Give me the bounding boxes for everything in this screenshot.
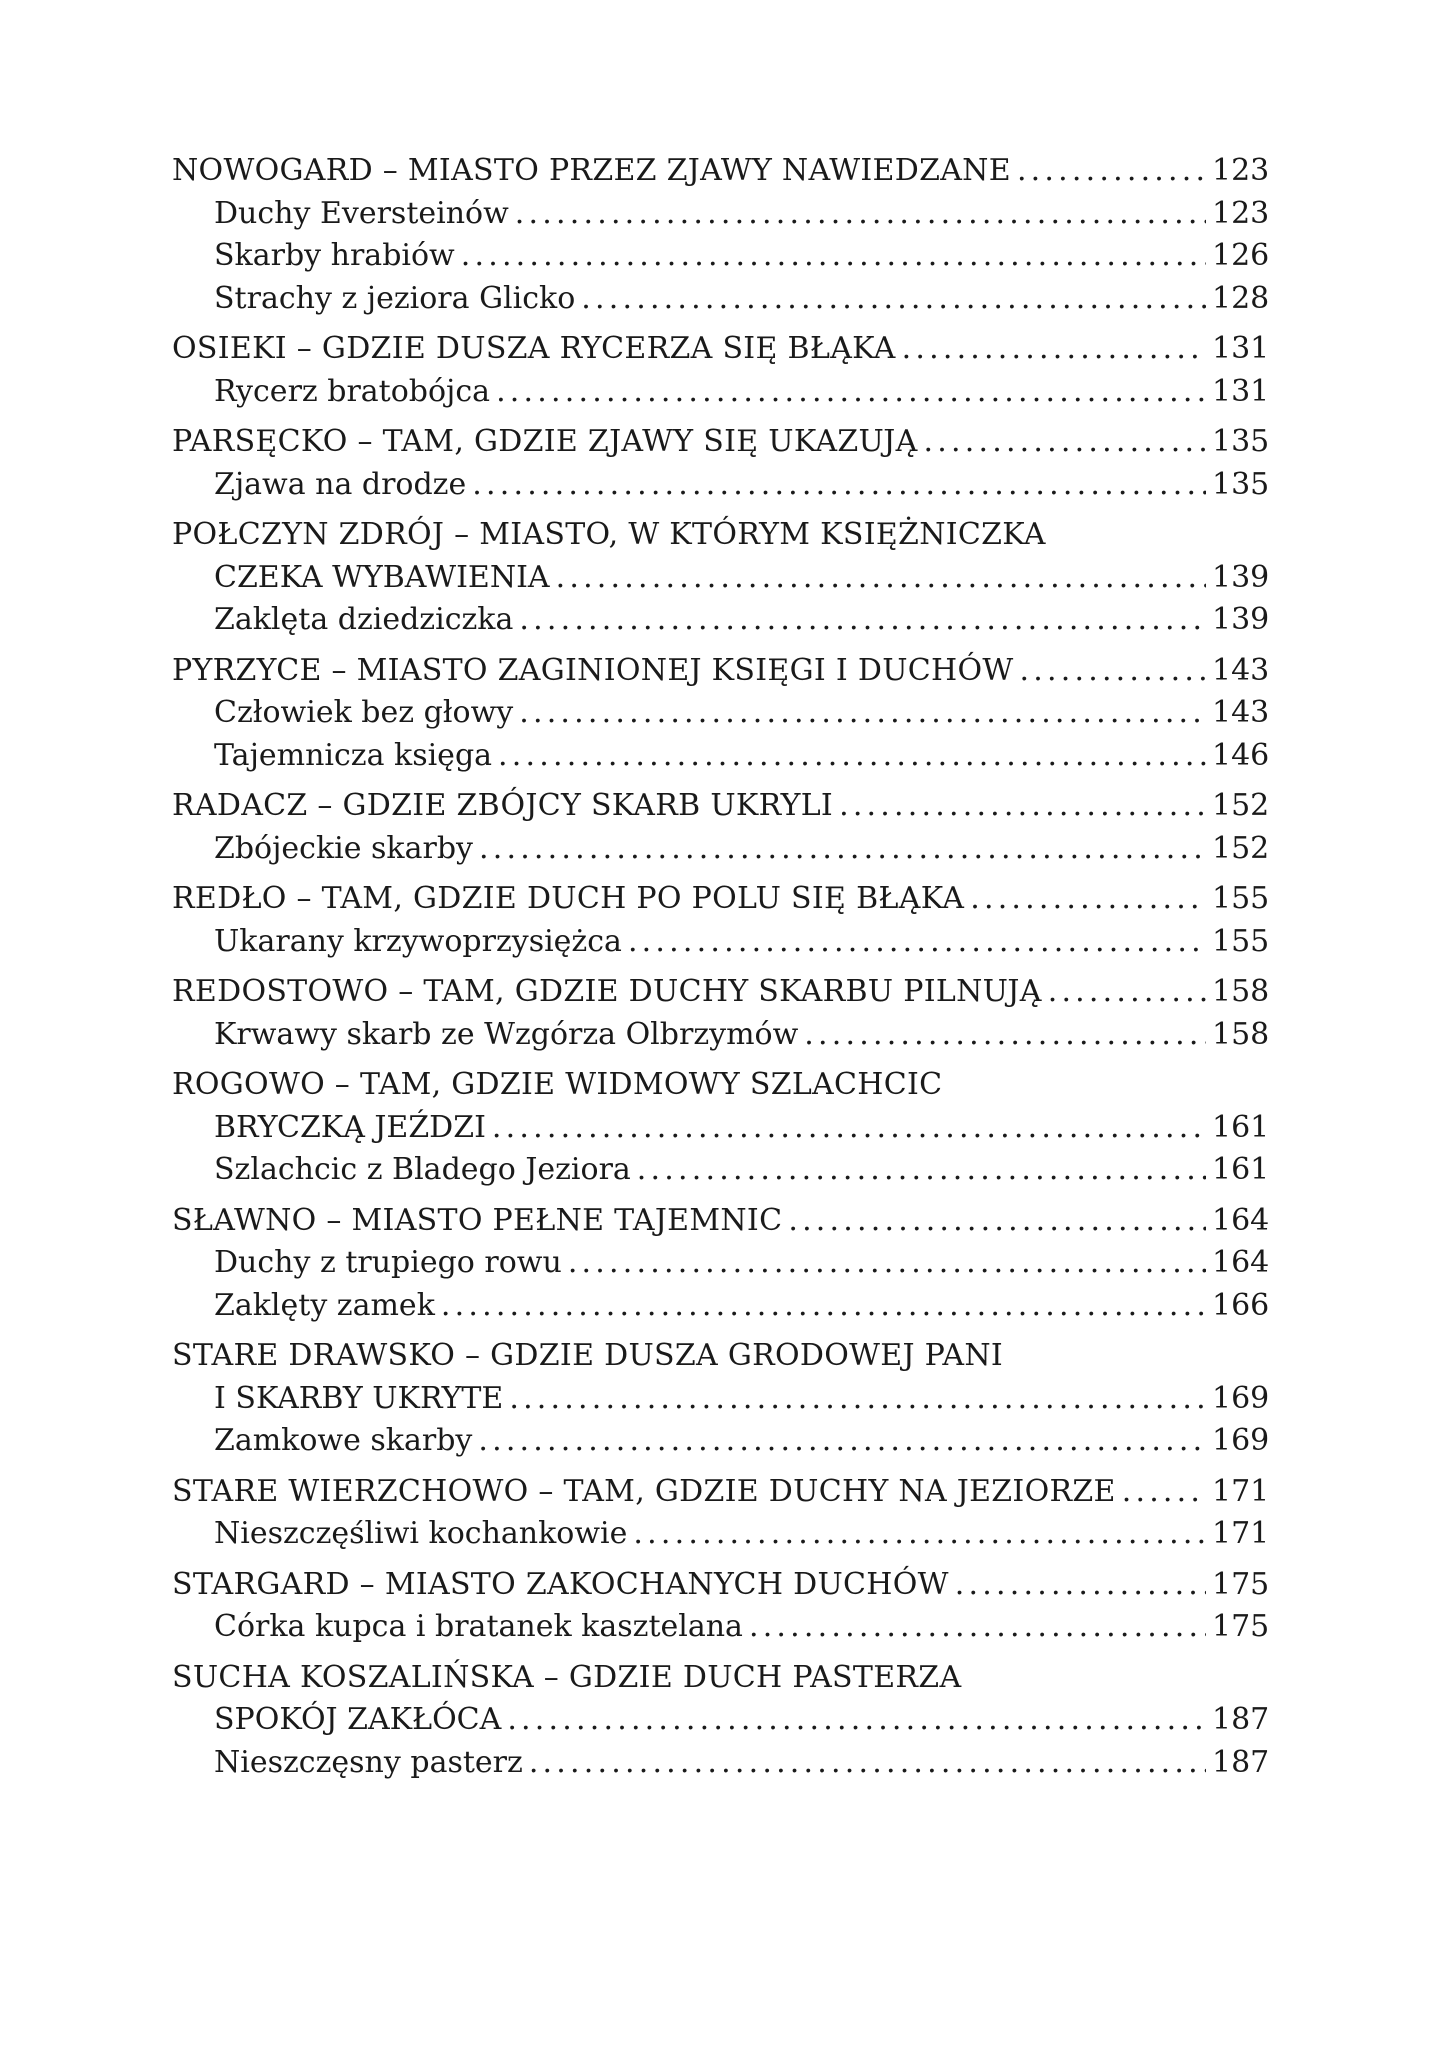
- toc-page-number: 171: [1212, 1516, 1270, 1551]
- toc-page-number: 164: [1212, 1202, 1270, 1238]
- toc-entry-title: REDOSTOWO – TAM, GDZIE DUCHY SKARBU PILNUJĄ: [172, 974, 1042, 1009]
- toc-dot-leader: [496, 371, 1206, 414]
- toc-chapter-entry: [172, 557, 1270, 600]
- toc-subentry: [172, 1420, 1270, 1463]
- toc-entry-title: OSIEKI – GDZIE DUSZA RYCERZA SIĘ BŁĄKA: [172, 331, 896, 366]
- toc-dot-leader: [472, 464, 1206, 507]
- toc-page-number: 123: [1212, 153, 1270, 188]
- toc-dot-leader: [902, 328, 1206, 371]
- toc-dot-leader: [628, 921, 1206, 964]
- toc-entry-title: Córka kupca i bratanek kasztelana: [214, 1609, 743, 1644]
- toc-entry-title: Nieszczęsny pasterz: [214, 1744, 523, 1780]
- toc-chapter-entry: [172, 971, 1270, 1014]
- toc-entry-title: PARSĘCKO – TAM, GDZIE ZJAWY SIĘ UKAZUJĄ: [172, 424, 918, 459]
- toc-chapter-entry: [172, 785, 1270, 828]
- toc-dot-leader: [498, 735, 1206, 778]
- toc-page-number: 187: [1212, 1702, 1270, 1737]
- toc-page-number: 155: [1212, 881, 1270, 916]
- toc-subentry: [172, 1606, 1270, 1649]
- toc-page-number: 143: [1212, 695, 1270, 730]
- toc-chapter-entry: [172, 1335, 1264, 1378]
- toc-dot-leader: [955, 1564, 1206, 1607]
- toc-entry-title: Zaklęta dziedziczka: [214, 602, 514, 637]
- toc-entry-title: STARE WIERZCHOWO – TAM, GDZIE DUCHY NA JEZIORZE: [172, 1473, 1116, 1509]
- toc-entry-title: Rycerz bratobójca: [214, 373, 491, 409]
- toc-subentry: [172, 599, 1270, 642]
- toc-dot-leader: [749, 1606, 1206, 1649]
- toc-chapter-entry: [172, 150, 1270, 193]
- toc-dot-leader: [492, 1107, 1206, 1150]
- toc-page-number: 158: [1212, 974, 1270, 1009]
- toc-entry-title: CZEKA WYBAWIENIA: [214, 559, 550, 595]
- toc-subentry: [172, 1285, 1270, 1328]
- toc-entry-title: STARGARD – MIASTO ZAKOCHANYCH DUCHÓW: [172, 1566, 949, 1602]
- toc-page-number: 135: [1212, 424, 1270, 459]
- toc-dot-leader: [509, 1378, 1206, 1421]
- toc-page-number: 146: [1212, 737, 1270, 773]
- toc-chapter-entry: [172, 1200, 1270, 1243]
- toc-page-number: 171: [1212, 1473, 1270, 1509]
- toc-page-number: 135: [1212, 466, 1270, 502]
- toc-entry-title: Krwawy skarb ze Wzgórza Olbrzymów: [214, 1016, 799, 1052]
- toc-page-number: 123: [1212, 195, 1270, 231]
- toc-entry-title: SPOKÓJ ZAKŁÓCA: [214, 1702, 502, 1737]
- toc-subentry: [172, 371, 1270, 414]
- toc-subentry: [172, 828, 1270, 871]
- toc-subentry: [172, 1513, 1270, 1556]
- toc-dot-leader: [970, 878, 1206, 921]
- toc-page-number: 175: [1212, 1566, 1270, 1602]
- toc-subentry: [172, 278, 1270, 321]
- toc-page-number: 152: [1212, 788, 1270, 823]
- toc-page-number: 158: [1212, 1016, 1270, 1052]
- toc-dot-leader: [507, 1699, 1206, 1742]
- toc-subentry: [172, 193, 1270, 236]
- toc-entry-title: SUCHA KOSZALIŃSKA – GDZIE DUCH PASTERZA: [172, 1659, 962, 1695]
- toc-subentry: [172, 1242, 1270, 1285]
- toc-page-number: 152: [1212, 830, 1270, 866]
- toc-page-number: 131: [1212, 331, 1270, 366]
- toc-chapter-entry: [172, 514, 1264, 557]
- toc-subentry: [172, 1149, 1270, 1192]
- toc-chapter-entry: [172, 1471, 1270, 1514]
- toc-entry-title: Zamkowe skarby: [214, 1423, 473, 1458]
- toc-entry-title: Ukarany krzywoprzysiężca: [214, 923, 622, 959]
- toc-page-number: 169: [1212, 1423, 1270, 1458]
- toc-subentry: [172, 692, 1270, 735]
- toc-subentry: [172, 235, 1270, 278]
- toc-entry-title: REDŁO – TAM, GDZIE DUCH PO POLU SIĘ BŁĄKA: [172, 881, 965, 916]
- toc-entry-title: STARE DRAWSKO – GDZIE DUSZA GRODOWEJ PANI: [172, 1338, 1004, 1373]
- toc-chapter-entry: [172, 328, 1270, 371]
- toc-page-number: 166: [1212, 1287, 1270, 1323]
- toc-entry-title: Szlachcic z Bladego Jeziora: [214, 1152, 631, 1187]
- toc-page-number: 164: [1212, 1245, 1270, 1280]
- toc-entry-title: NOWOGARD – MIASTO PRZEZ ZJAWY NAWIEDZANE: [172, 153, 1011, 188]
- toc-chapter-entry: [172, 421, 1270, 464]
- toc-dot-leader: [478, 1420, 1206, 1463]
- toc-dot-leader: [924, 421, 1206, 464]
- toc-dot-leader: [568, 1242, 1206, 1285]
- toc-dot-leader: [804, 1014, 1206, 1057]
- toc-chapter-entry: [172, 1378, 1270, 1421]
- toc-entry-title: ROGOWO – TAM, GDZIE WIDMOWY SZLACHCIC: [172, 1067, 943, 1102]
- toc-dot-leader: [519, 692, 1206, 735]
- table-of-contents: [172, 150, 1270, 1784]
- toc-dot-leader: [788, 1200, 1206, 1243]
- toc-page-number: 161: [1212, 1109, 1270, 1145]
- toc-page-number: 155: [1212, 923, 1270, 959]
- toc-dot-leader: [1048, 971, 1206, 1014]
- toc-dot-leader: [581, 278, 1206, 321]
- toc-page-number: 128: [1212, 280, 1270, 316]
- toc-subentry: [172, 1014, 1270, 1057]
- toc-chapter-entry: [172, 878, 1270, 921]
- toc-chapter-entry: [172, 1564, 1270, 1607]
- toc-subentry: [172, 1742, 1270, 1785]
- toc-dot-leader: [637, 1149, 1206, 1192]
- toc-entry-title: Duchy z trupiego rowu: [214, 1245, 562, 1280]
- toc-entry-title: POŁCZYN ZDRÓJ – MIASTO, W KTÓRYM KSIĘŻNICZKA: [172, 517, 1046, 552]
- toc-page-number: 143: [1212, 652, 1270, 688]
- toc-entry-title: Zjawa na drodze: [214, 466, 467, 502]
- toc-dot-leader: [441, 1285, 1206, 1328]
- toc-page-number: 161: [1212, 1152, 1270, 1187]
- toc-entry-title: SŁAWNO – MIASTO PEŁNE TAJEMNIC: [172, 1202, 783, 1238]
- toc-dot-leader: [633, 1513, 1206, 1556]
- toc-dot-leader: [839, 785, 1206, 828]
- toc-entry-title: Skarby hrabiów: [214, 238, 455, 273]
- toc-subentry: [172, 735, 1270, 778]
- toc-page-number: 187: [1212, 1744, 1270, 1780]
- toc-page-number: 139: [1212, 559, 1270, 595]
- toc-dot-leader: [515, 193, 1206, 236]
- toc-dot-leader: [479, 828, 1206, 871]
- toc-entry-title: Człowiek bez głowy: [214, 695, 514, 730]
- toc-entry-title: Duchy Eversteinów: [214, 195, 509, 231]
- toc-entry-title: Zbójeckie skarby: [214, 830, 473, 866]
- toc-entry-title: Strachy z jeziora Glicko: [214, 280, 576, 316]
- toc-page-number: 169: [1212, 1380, 1270, 1416]
- toc-dot-leader: [529, 1742, 1206, 1785]
- toc-entry-title: I SKARBY UKRYTE: [214, 1380, 504, 1416]
- toc-page-number: 131: [1212, 373, 1270, 409]
- toc-entry-title: Zaklęty zamek: [214, 1287, 435, 1323]
- toc-entry-title: PYRZYCE – MIASTO ZAGINIONEJ KSIĘGI I DUCHÓW: [172, 652, 1014, 688]
- toc-dot-leader: [461, 235, 1206, 278]
- toc-chapter-entry: [172, 1699, 1270, 1742]
- toc-dot-leader: [1122, 1471, 1206, 1514]
- toc-entry-title: BRYCZKĄ JEŹDZI: [214, 1109, 486, 1145]
- toc-dot-leader: [1017, 150, 1206, 193]
- toc-page-number: 175: [1212, 1609, 1270, 1644]
- toc-dot-leader: [519, 599, 1206, 642]
- toc-subentry: [172, 921, 1270, 964]
- toc-chapter-entry: [172, 1064, 1264, 1107]
- toc-subentry: [172, 464, 1270, 507]
- toc-entry-title: Nieszczęśliwi kochankowie: [214, 1516, 628, 1551]
- toc-dot-leader: [556, 557, 1206, 600]
- toc-entry-title: RADACZ – GDZIE ZBÓJCY SKARB UKRYLI: [172, 788, 834, 823]
- toc-chapter-entry: [172, 1657, 1264, 1700]
- toc-entry-title: Tajemnicza księga: [214, 737, 493, 773]
- toc-chapter-entry: [172, 650, 1270, 693]
- toc-chapter-entry: [172, 1107, 1270, 1150]
- toc-dot-leader: [1020, 650, 1206, 693]
- toc-page-number: 139: [1212, 602, 1270, 637]
- toc-page-number: 126: [1212, 238, 1270, 273]
